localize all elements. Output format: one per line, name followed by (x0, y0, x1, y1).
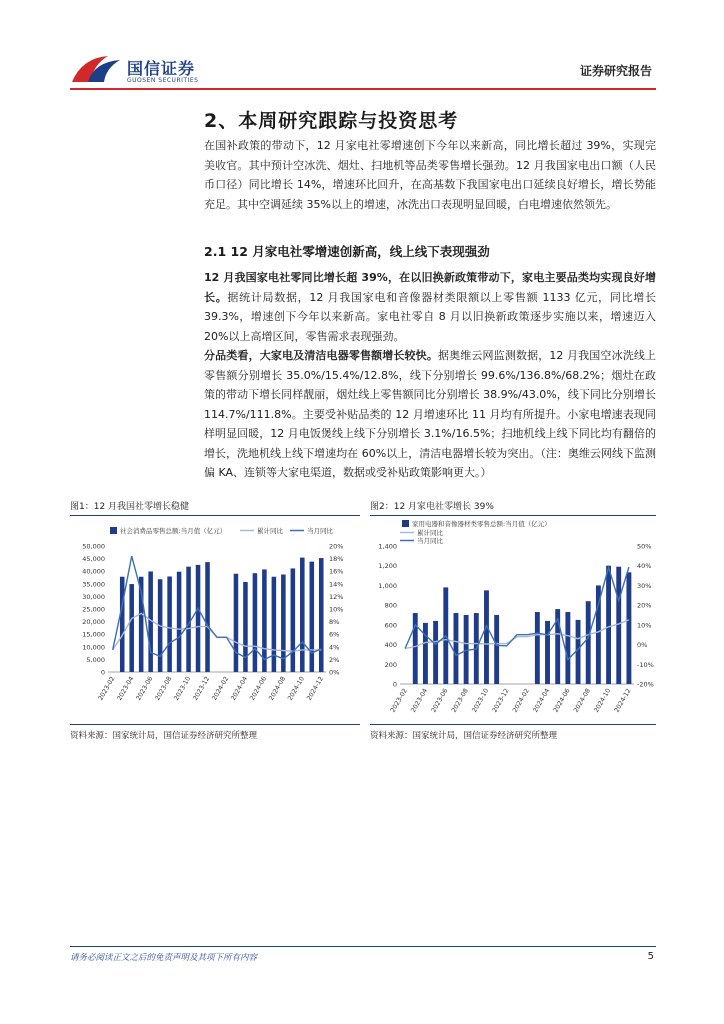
fig2-y-left-tick: 0 (392, 680, 397, 689)
fig1-y-right-tick: 4% (329, 643, 340, 652)
fig1-y-right-tick: 8% (329, 618, 340, 627)
fig1-bar (196, 565, 201, 672)
fig1-x-tick: 2023-02 (97, 675, 117, 702)
fig1-bar (319, 558, 324, 672)
section-title: 2、本周研究跟踪与投资思考 (204, 110, 459, 132)
fig2-y-left-tick: 1,400 (378, 542, 397, 551)
fig2-bar (494, 615, 499, 684)
intro-paragraph: 在国补政策的带动下，12 月家电社零增速创下今年以来新高，同比增长超过 39%，实现完美收官。其中预计空冰洗、烟灶、扫地机等品类零售增长强劲。12 月我国家电出口额（人民币口径）同比增长 14%，增速环比回升，在高基数下我国家电出口延续良好增长，增长势能充足。其中空调延续 35%以上的增速，冰洗出口表现明显回暖，白电增速依然领先。 (204, 139, 656, 211)
fig2-legend-label-0: 家用电器和音像器材类零售总额:当月值（亿元） (412, 520, 551, 528)
fig2-bar (606, 566, 611, 684)
fig2-x-tick: 2024-10 (593, 687, 613, 714)
fig1-line-cumulative (113, 613, 322, 651)
fig2-x-tick: 2024-04 (532, 687, 552, 714)
fig2-x-tick: 2023-12 (491, 687, 511, 714)
fig1-x-tick: 2024-08 (267, 675, 288, 702)
paragraph-1-lead: 12 月我国家电社零同比增长超 39%，在以旧换新政策带动下，家电主要品类均实现良好增长。 (204, 271, 656, 304)
fig2-y-right-tick: 30% (637, 581, 652, 590)
fig2-y-right-tick: 50% (637, 542, 652, 551)
fig1-y-left-tick: 20,000 (82, 618, 105, 627)
fig1-bar (120, 577, 125, 672)
fig2-y-right-tick: 40% (637, 562, 652, 571)
fig1-legend-label-2: 当月同比 (307, 527, 333, 535)
fig2-x-tick: 2024-12 (613, 687, 633, 714)
fig1-x-tick: 2024-02 (210, 675, 231, 702)
fig1-y-right-tick: 18% (329, 555, 344, 564)
fig1-x-tick: 2023-04 (116, 675, 136, 702)
paragraph-2 (204, 346, 656, 483)
fig1-bar (186, 567, 191, 672)
fig1-y-right-tick: 6% (329, 630, 340, 639)
fig1-bar (129, 584, 134, 672)
footer-divider (70, 946, 656, 947)
paragraph-2-lead: 分品类看，大家电及清洁电器零售额增长较快。 (204, 349, 438, 362)
figure-2-top-rule (370, 515, 656, 516)
fig1-y-left-tick: 0 (100, 668, 105, 677)
fig1-y-left-tick: 50,000 (82, 542, 105, 551)
fig1-x-tick: 2024-06 (248, 675, 269, 702)
fig1-y-left-tick: 5,000 (86, 655, 105, 664)
paragraph-1 (204, 268, 656, 346)
footer-disclaimer: 请务必阅读正文之后的免责声明及其项下所有内容 (70, 953, 258, 963)
fig2-y-left-tick: 800 (384, 601, 397, 610)
figure-1-title: 图1：12 月我国社零增长稳健 (70, 502, 190, 512)
fig1-y-right-tick: 16% (329, 567, 344, 576)
fig2-x-tick: 2023-08 (450, 687, 470, 714)
fig2-bar (545, 621, 550, 684)
fig1-bar (205, 562, 210, 672)
fig1-bar (272, 577, 277, 672)
fig2-bar (423, 623, 428, 684)
guosen-logo-icon (68, 52, 124, 86)
fig1-x-tick: 2023-12 (192, 675, 212, 702)
fig2-y-right-tick: 20% (637, 601, 652, 610)
fig1-y-right-tick: 0% (329, 668, 340, 677)
fig1-legend-label-1: 累计同比 (257, 527, 283, 535)
figure-1-bottom-rule (70, 724, 360, 725)
paragraph-1-text: 据统计局数据，12 月我国家电和音像器材类限额以上零售额 1133 亿元，同比增长 39.3%，增速创下今年以来新高。家电社零自 8 月以旧换新政策逐步实施以来，增速迈入 20%以上高增区间，零售需求表现强劲。 (204, 290, 656, 343)
fig1-bar (291, 568, 296, 672)
fig2-y-left-tick: 400 (384, 641, 397, 650)
subsection-title: 2.1 12 月家电社零增速创新高，线上线下表现强劲 (204, 244, 490, 259)
logo-subtext: GUOSEN SECURITIES (127, 77, 199, 84)
fig2-x-tick: 2023-04 (409, 687, 430, 714)
fig1-legend-label-0: 社会消费品零售总额:当月值（亿元） (120, 527, 227, 535)
fig1-y-left-tick: 25,000 (82, 605, 105, 614)
fig1-y-right-tick: 2% (329, 655, 340, 664)
fig1-bar (253, 573, 258, 672)
fig2-y-right-tick: -20% (637, 680, 654, 689)
fig1-y-left-tick: 30,000 (82, 592, 105, 601)
fig1-bar (167, 576, 172, 672)
fig2-y-left-tick: 1,000 (378, 581, 397, 590)
fig1-x-tick: 2023-08 (154, 675, 174, 702)
figure-2-title: 图2：12 月家电社零增长 39% (370, 502, 494, 512)
fig2-bar (413, 613, 418, 684)
fig1-x-tick: 2023-06 (135, 675, 155, 702)
fig1-y-right-tick: 20% (329, 542, 344, 551)
fig2-bar (433, 621, 438, 684)
figure-2-bottom-rule (370, 724, 656, 725)
fig2-y-right-tick: -10% (637, 660, 654, 669)
figure-2-source: 资料来源：国家统计局，国信证券经济研究所整理 (370, 731, 558, 741)
fig2-x-tick: 2023-06 (430, 687, 450, 714)
fig1-bar (300, 558, 305, 672)
figure-1-chart (70, 518, 362, 718)
header-logo (68, 52, 124, 86)
fig1-legend-swatch-0 (110, 527, 117, 534)
fig2-bar (616, 567, 621, 684)
header-divider (70, 88, 656, 90)
fig1-x-tick: 2023-10 (173, 675, 193, 702)
fig1-bar (177, 572, 182, 672)
figure-2-chart (370, 518, 658, 718)
fig2-legend-label-2: 当月同比 (417, 537, 443, 545)
fig2-legend-label-1: 累计同比 (417, 529, 443, 537)
report-type: 证券研究报告 (579, 64, 652, 78)
paragraph-2-text: 据奥维云网监测数据，12 月我国空冰洗线上零售额分别增长 35.0%/15.4%/12.8%，线下分别增长 99.6%/136.8%/68.2%；烟灶在政策的带动下增长同样靓丽，烟灶线上零售额同比分别增长 38.9%/43.0%，线下同比分别增长 114.7%/111.8%。主要受补贴品类的 12 月增速环比 11 月均有所提升。小家电增速表现同样明显回暖，12 月电饭煲线上线下分别增长 3.1%/16.5%；扫地机线上线下同比均有翻倍的增长，洗地机线上线下增速均在 60%以上，清洁电器增长较为突出。（注：奥维云网线下监测偏 KA、连锁等大家电渠道，数据或受补贴政策影响更大。） (204, 349, 656, 479)
fig2-bar (626, 572, 631, 684)
fig2-bar (586, 601, 591, 684)
fig1-y-right-tick: 12% (329, 592, 344, 601)
figure-1-source: 资料来源：国家统计局，国信证券经济研究所整理 (70, 731, 258, 741)
fig1-y-left-tick: 15,000 (82, 630, 105, 639)
fig1-y-left-tick: 40,000 (82, 567, 105, 576)
logo-text: 国信证券 (127, 59, 196, 78)
fig1-y-left-tick: 45,000 (82, 555, 105, 564)
fig1-y-left-tick: 10,000 (82, 643, 105, 652)
page-number: 5 (647, 951, 654, 962)
fig1-bar (310, 562, 315, 672)
fig2-y-right-tick: 10% (637, 621, 652, 630)
fig2-y-left-tick: 600 (384, 621, 397, 630)
fig2-x-tick: 2024-02 (511, 687, 531, 714)
fig1-bar (234, 574, 239, 672)
fig2-line-monthly (405, 567, 629, 660)
fig1-line-monthly (113, 556, 322, 659)
fig1-x-tick: 2024-12 (305, 675, 325, 702)
fig2-y-right-tick: 0% (637, 641, 648, 650)
fig1-x-tick: 2024-10 (286, 675, 307, 702)
fig2-bar (454, 613, 459, 684)
fig2-x-tick: 2024-06 (552, 687, 572, 714)
fig2-y-left-tick: 1,200 (378, 562, 397, 571)
fig1-y-right-tick: 14% (329, 580, 344, 589)
fig2-y-left-tick: 200 (384, 660, 397, 669)
fig2-x-tick: 2023-10 (470, 687, 491, 714)
fig1-bar (243, 582, 248, 672)
fig1-x-tick: 2024-04 (229, 675, 250, 702)
fig1-y-left-tick: 35,000 (82, 580, 105, 589)
fig2-bar (535, 612, 540, 684)
fig2-legend-swatch-0 (402, 520, 409, 527)
fig2-x-tick: 2023-02 (389, 687, 409, 714)
fig1-y-right-tick: 10% (329, 605, 344, 614)
fig2-x-tick: 2024-08 (572, 687, 592, 714)
fig2-bar (484, 590, 489, 684)
figure-1-top-rule (70, 515, 360, 516)
fig2-bar (565, 612, 570, 684)
